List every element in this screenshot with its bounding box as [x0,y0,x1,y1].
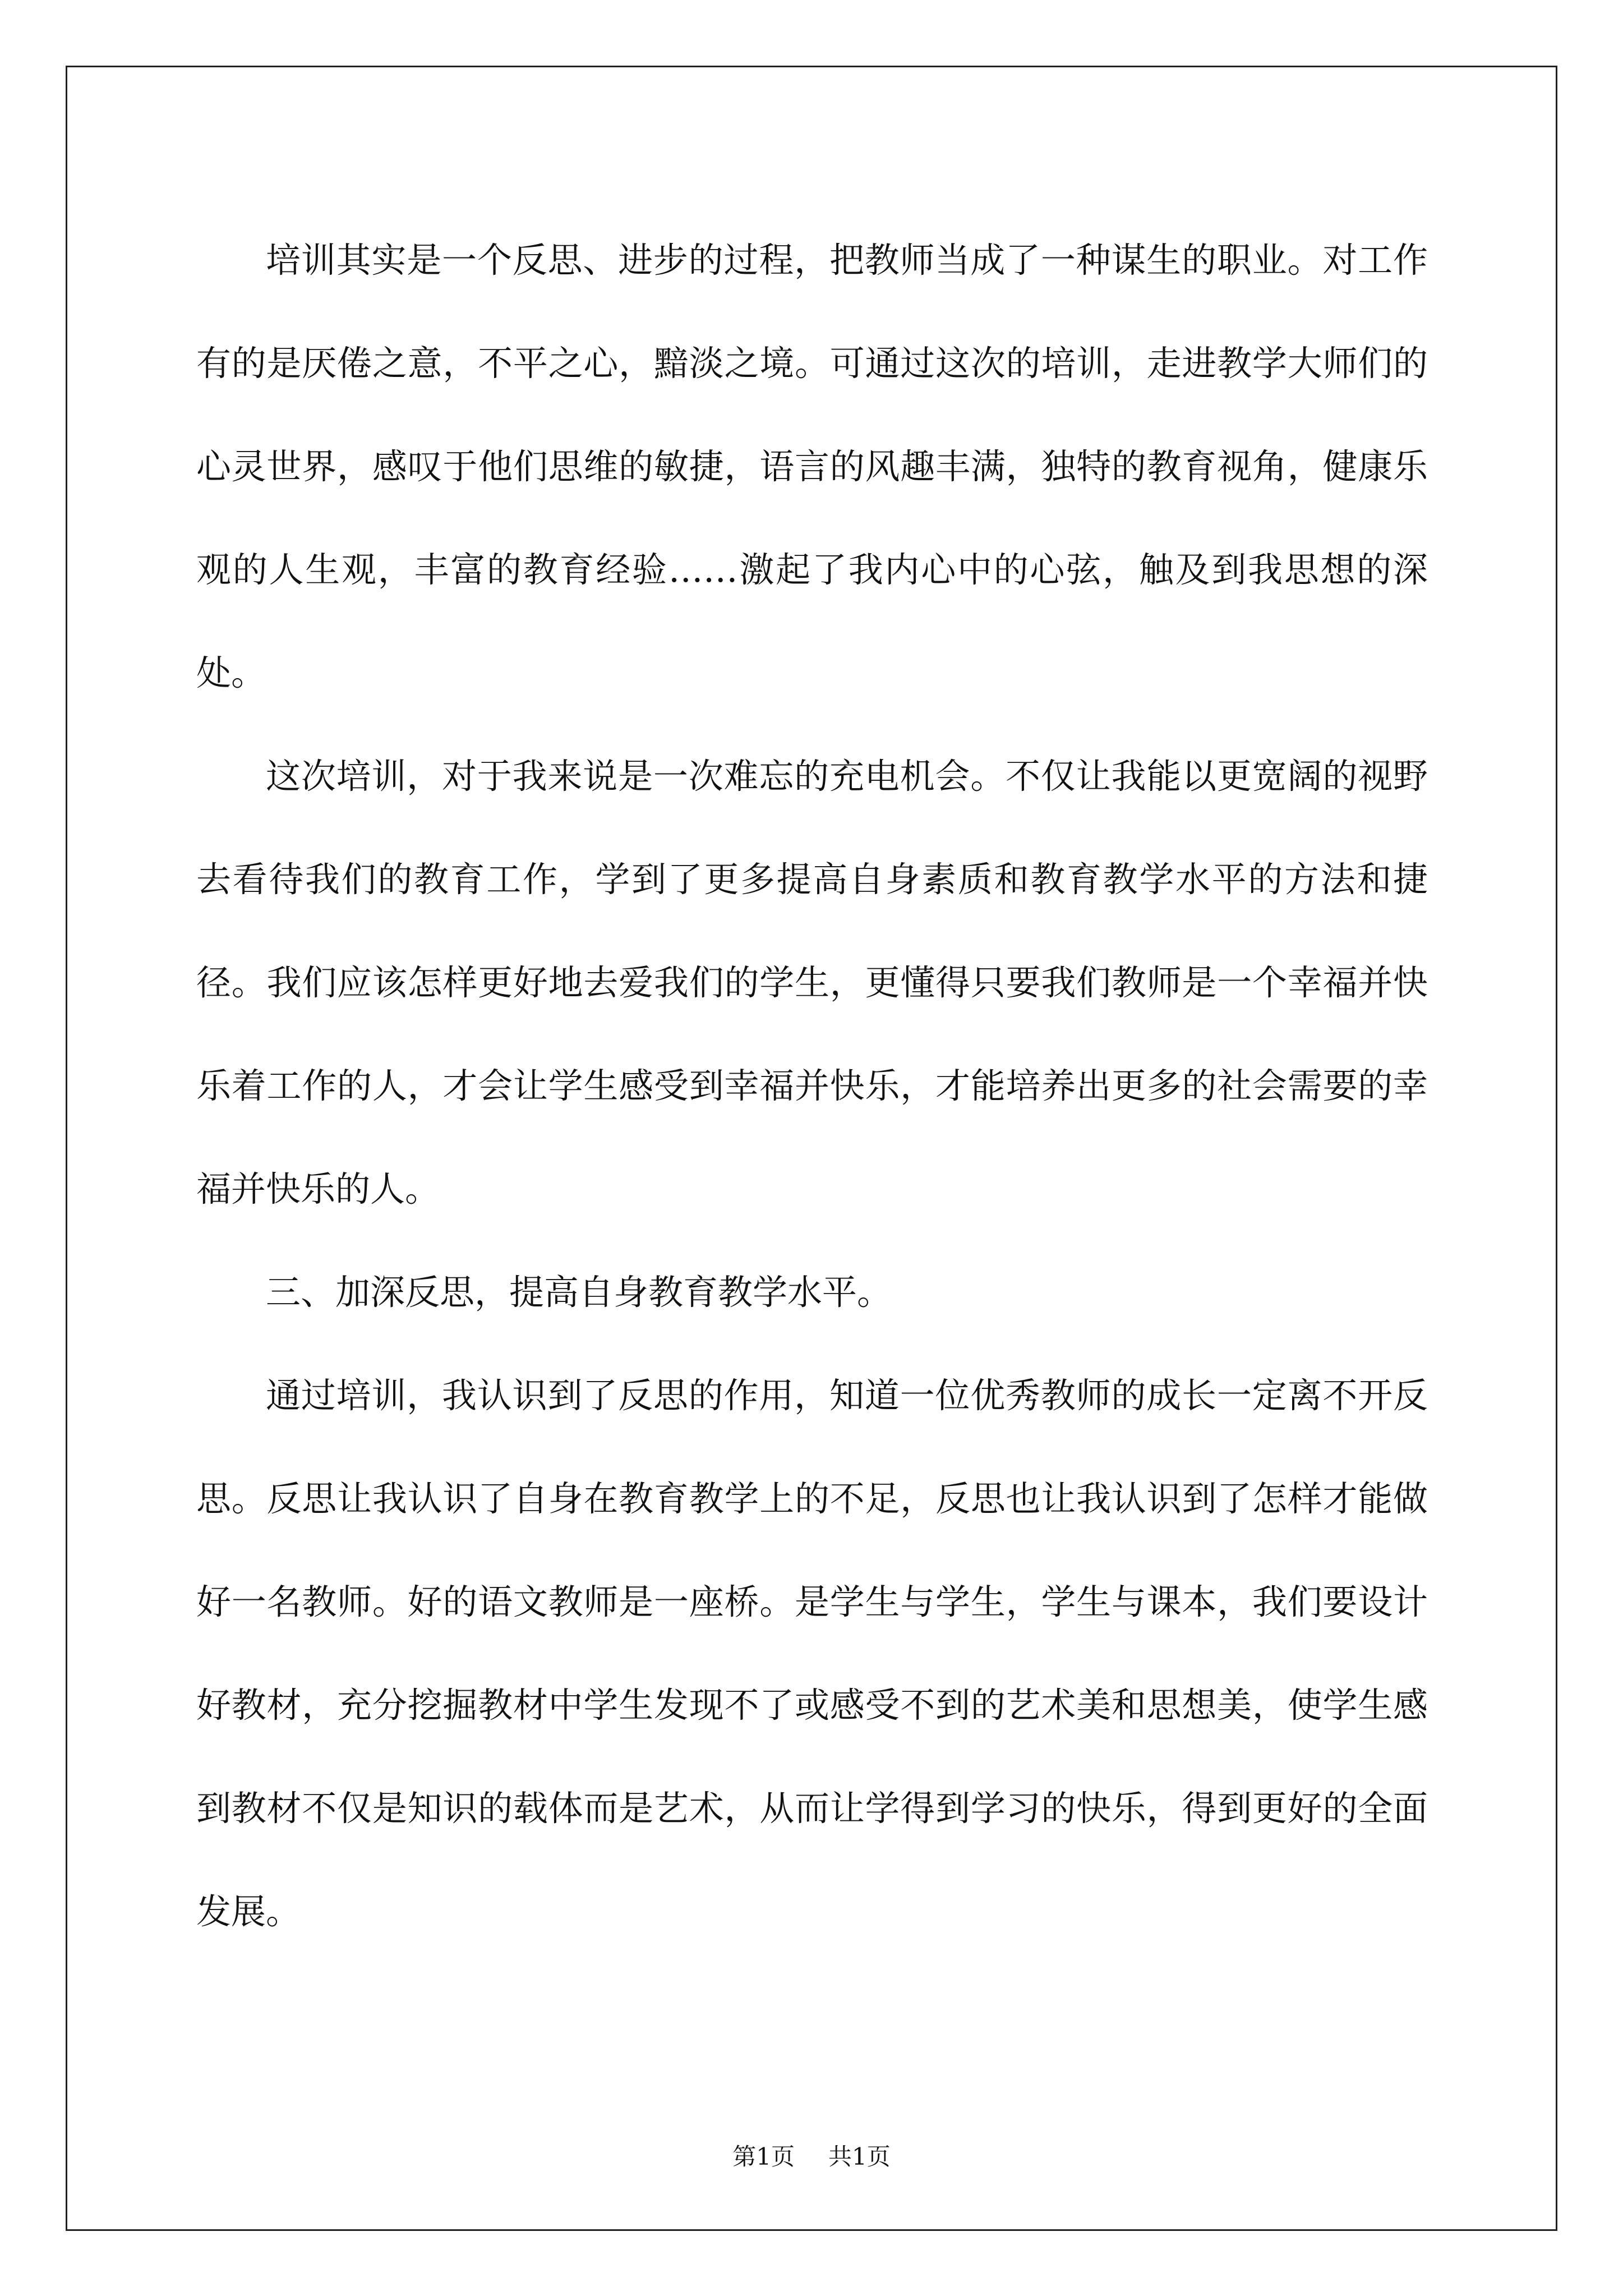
paragraph-1: 培训其实是一个反思、进步的过程，把教师当成了一种谋生的职业。对工作有的是厌倦之意，不平之心，黯淡之境。可通过这次的培训，走进教学大师们的心灵世界，感叹于他们思维的敏捷，语言的风趣丰满，独特的教育视角，健康乐观的人生观，丰富的教育经验……激起了我内心中的心弦，触及到我思想的深处。 [196,240,1428,693]
page-footer [0,2138,1623,2172]
section-heading: 三、加深反思，提高自身教育教学水平。 [266,1272,892,1313]
document-body [196,209,1428,1963]
page-total: 共1页 [828,2143,891,2170]
page-number: 第1页 [732,2143,795,2170]
paragraph-2: 这次培训，对于我来说是一次难忘的充电机会。不仅让我能以更宽阔的视野去看待我们的教育工作，学到了更多提高自身素质和教育教学水平的方法和捷径。我们应该怎样更好地去爱我们的学生，更懂得只要我们教师是一个幸福并快乐着工作的人，才会让学生感受到幸福并快乐，才能培养出更多的社会需要的幸福并快乐的人。 [196,756,1428,1209]
paragraph-3: 通过培训，我认识到了反思的作用，知道一位优秀教师的成长一定离不开反思。反思让我认识了自身在教育教学上的不足，反思也让我认识到了怎样才能做好一名教师。好的语文教师是一座桥。是学生与学生，学生与课本，我们要设计好教材，充分挖掘教材中学生发现不了或感受不到的艺术美和思想美，使学生感到教材不仅是知识的载体而是艺术，从而让学得到学习的快乐，得到更好的全面发展。 [196,1375,1428,1932]
